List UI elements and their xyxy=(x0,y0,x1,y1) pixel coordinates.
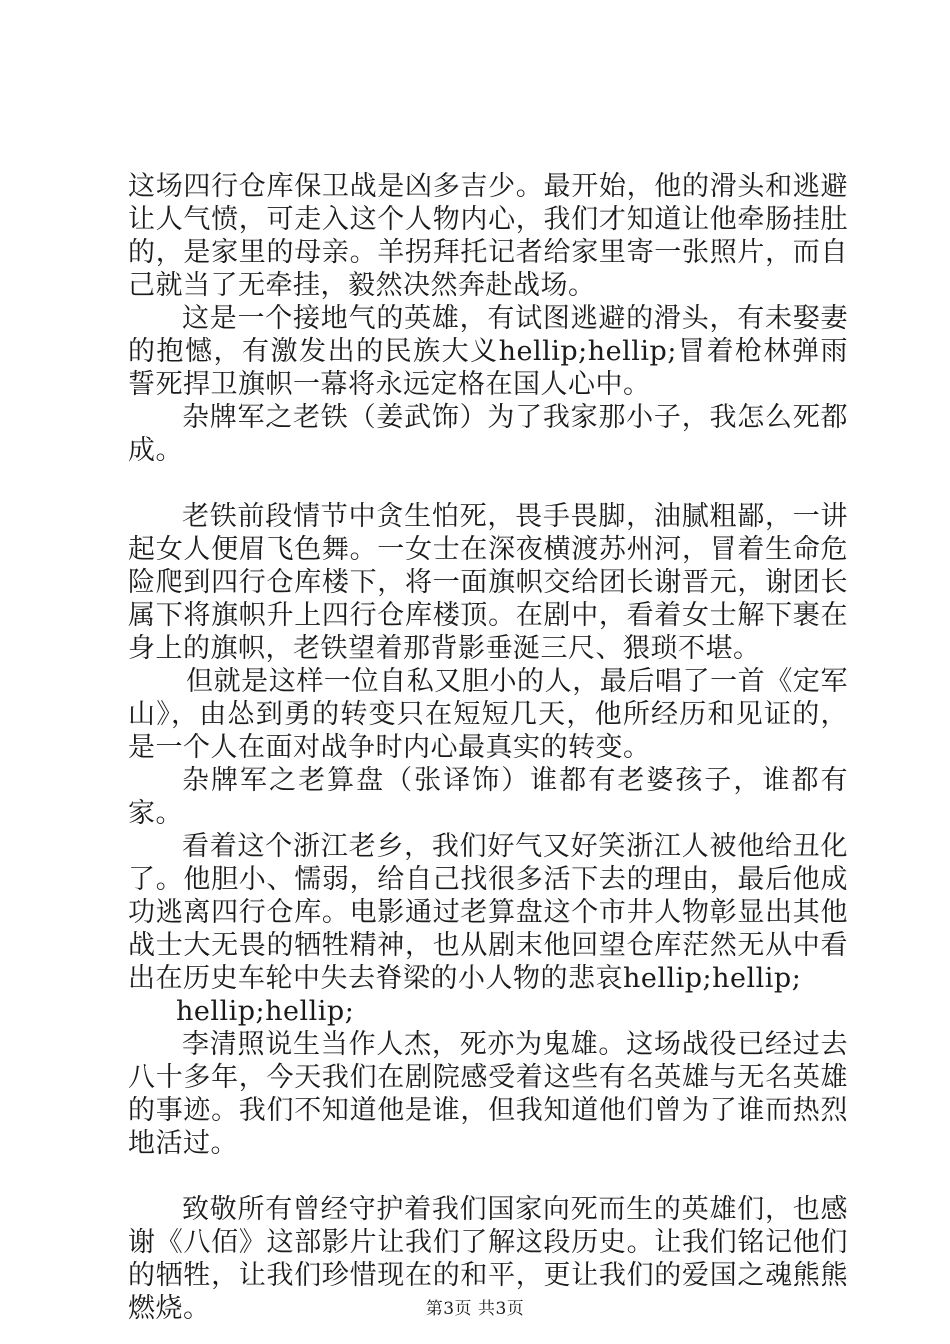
blank-line xyxy=(128,467,848,500)
paragraph-laotie-heading: 杂牌军之老铁（姜武饰）为了我家那小子，我怎么死都成。 xyxy=(128,402,848,466)
paragraph-laotie-story: 老铁前段情节中贪生怕死，畏手畏脚，油腻粗鄙，一讲起女人便眉飞色舞。一女士在深夜横渡苏州河，冒着生命危险爬到四行仓库楼下，将一面旗帜交给团长谢晋元，谢团长属下将旗帜升上四行仓库楼顶。在剧中，看着女士解下裹在身上的旗帜，老铁望着那背影垂涎三尺、猥琐不堪。 xyxy=(128,501,848,664)
page-footer: 第3页 共3页 xyxy=(425,1299,525,1319)
paragraph-hero-description: 这是一个接地气的英雄，有试图逃避的滑头，有未娶妻的抱憾，有激发出的民族大义hellip;hellip;冒着枪林弹雨誓死捍卫旗帜一幕将永远定格在国人心中。 xyxy=(128,303,848,400)
paragraph-ellipsis: hellip;hellip; xyxy=(176,996,355,1027)
paragraph-laosuanpan-heading: 杂牌军之老算盘（张译饰）谁都有老婆孩子，谁都有家。 xyxy=(128,765,848,829)
paragraph-tribute: 致敬所有曾经守护着我们国家向死而生的英雄们，也感谢《八佰》这部影片让我们了解这段历史。让我们铭记他们的牺牲，让我们珍惜现在的和平，更让我们的爱国之魂熊熊燃烧。 xyxy=(128,1194,848,1324)
paragraph-laotie-change: 但就是这样一位自私又胆小的人，最后唱了一首《定军山》，由怂到勇的转变只在短短几天，他所经历和见证的，是一个人在面对战争时内心最真实的转变。 xyxy=(128,666,848,763)
paragraph-intro-continuation: 这场四行仓库保卫战是凶多吉少。最开始，他的滑头和逃避让人气愤，可走入这个人物内心，我们才知道让他牵肠挂肚的，是家里的母亲。羊拐拜托记者给家里寄一张照片，而自己就当了无牵挂，毅然决然奔赴战场。 xyxy=(128,171,848,301)
document-body xyxy=(128,170,848,1325)
paragraph-laosuanpan-story: 看着这个浙江老乡，我们好气又好笑浙江人被他给丑化了。他胆小、懦弱，给自己找很多活下去的理由，最后他成功逃离四行仓库。电影通过老算盘这个市井人物彰显出其他战士大无畏的牺牲精神，也从剧末他回望仓库茫然无从中看出在历史车轮中失去脊梁的小人物的悲哀hellip;hellip; xyxy=(128,831,848,994)
paragraph-li-qingzhao: 李清照说生当作人杰，死亦为鬼雄。这场战役已经过去八十多年，今天我们在剧院感受着这些有名英雄与无名英雄的事迹。我们不知道他是谁，但我知道他们曾为了谁而热烈地活过。 xyxy=(128,1029,848,1159)
blank-line xyxy=(128,1160,848,1193)
